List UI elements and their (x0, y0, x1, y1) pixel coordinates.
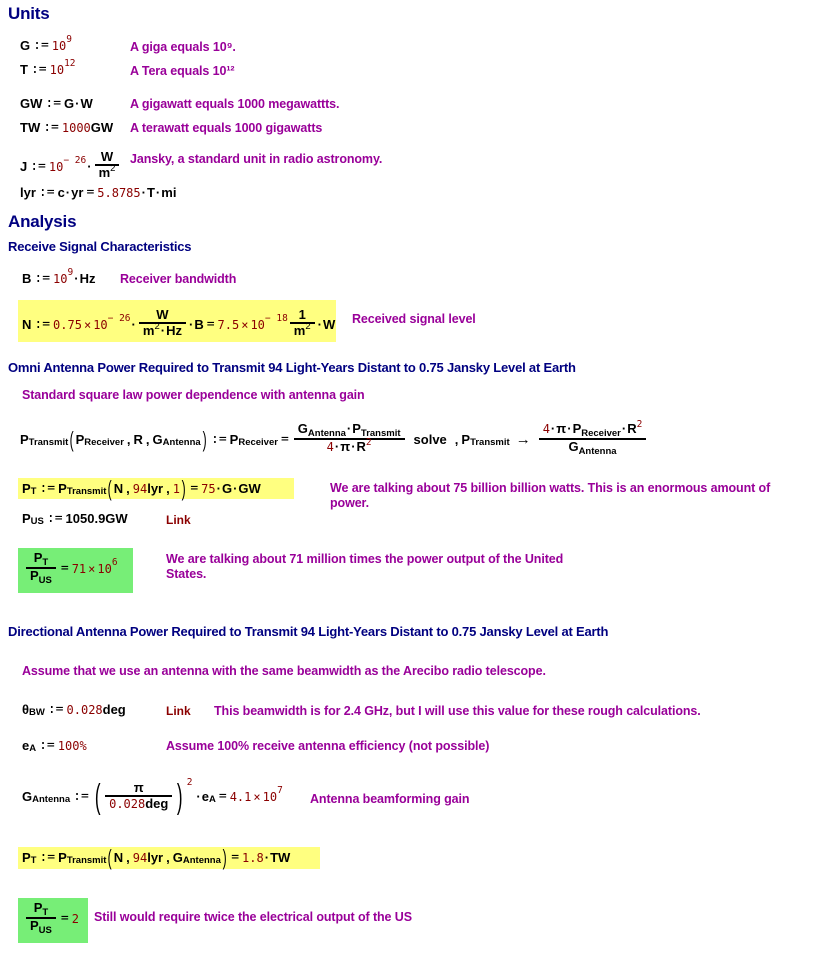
assign-operator: := (30, 62, 47, 77)
denominator-unit: Hz (166, 322, 182, 338)
fraction-denominator (139, 320, 186, 339)
assign-operator: := (47, 702, 64, 717)
friis-fraction (294, 423, 405, 455)
denominator-p-subscript: US (38, 924, 52, 936)
numerator-r-exponent: 2 (636, 419, 643, 430)
definition-tera[interactable] (20, 58, 76, 77)
pus-var-subscript: US (30, 516, 44, 527)
multiply-dot: · (188, 317, 194, 333)
year-unit: yr (71, 185, 84, 200)
denominator-r: R (356, 438, 366, 454)
noise-var: N (22, 317, 32, 333)
pt-var: P (22, 481, 31, 497)
definition-giga[interactable] (20, 34, 72, 53)
equals-operator: = (190, 481, 199, 497)
giga-exponent: 9 (66, 34, 72, 45)
note-pt-omni: We are talking about 75 billion billion watts. This is an enormous amount of power. (330, 481, 771, 510)
assign-operator: := (34, 271, 51, 286)
multiply-dot: · (317, 317, 322, 333)
equals-operator: = (86, 185, 95, 200)
denominator-exponent: 2 (110, 162, 116, 174)
arg-p-receiver-subscript: Receiver (84, 437, 124, 449)
bandwidth-base: 10 (53, 271, 68, 286)
numerator-p-subscript: Transmit (360, 428, 401, 439)
giga-base: 10 (51, 38, 67, 53)
definition-efficiency[interactable] (22, 738, 87, 753)
fraction-numerator: W (100, 149, 114, 164)
noise-result-unit: W (323, 317, 336, 333)
solved-result-fraction (539, 419, 647, 457)
multiply-dot: · (621, 421, 627, 436)
note-ratio-omni: We are talking about 71 million times the power output of the United States. (166, 552, 564, 581)
pus-value: 1050.9GW (65, 511, 128, 526)
speed-of-light: c (57, 185, 65, 200)
times-symbol: × (83, 317, 92, 332)
fraction-denominator (323, 436, 376, 455)
times-symbol: × (88, 561, 96, 576)
open-paren: ( (94, 777, 101, 816)
numerator-four: 4 (542, 422, 550, 436)
multiply-dot: · (65, 185, 71, 200)
noise-result-exponent: − 18 (264, 313, 288, 325)
denominator-unit: deg (145, 795, 169, 811)
power-ratio-fraction (26, 552, 56, 584)
fraction-denominator (26, 919, 56, 934)
subsection-heading-omni: Omni Antenna Power Required to Transmit 94 Light-Years Distant to 0.75 Jansky Level at Earth (8, 360, 576, 375)
pt-result-unit: TW (270, 850, 291, 866)
assign-operator: := (34, 317, 51, 333)
arg-g-antenna: G (152, 432, 163, 448)
denominator-p: P (30, 567, 39, 583)
note-received-signal-level: Received signal level (352, 312, 476, 326)
beamwidth-ratio-fraction (105, 782, 172, 810)
comma: , (145, 432, 150, 448)
definition-p-transmit[interactable] (20, 419, 648, 457)
jansky-exponent: − 26 (63, 155, 87, 167)
note-assume-arecibo: Assume that we use an antenna with the same beamwidth as the Arecibo radio telescope. (22, 664, 546, 678)
assign-operator: := (33, 38, 49, 53)
assign-operator: := (46, 511, 63, 526)
denominator-r-exponent: 2 (365, 436, 372, 448)
calculation-ratio-directional[interactable] (24, 900, 79, 936)
numerator-r: R (627, 421, 637, 436)
close-paren: ) (177, 777, 183, 816)
equals-operator: = (60, 561, 69, 577)
arg-gain-subscript: Antenna (182, 855, 221, 867)
definition-jansky[interactable] (20, 149, 121, 182)
efficiency-ref-subscript: A (209, 794, 216, 806)
numerator-p: P (352, 421, 361, 436)
ratio-result: 71 (71, 561, 87, 576)
calculation-pt-omni[interactable] (22, 476, 261, 501)
fn-name: P (20, 432, 29, 448)
comma: , (166, 850, 170, 866)
subsection-heading-receive-signal: Receive Signal Characteristics (8, 239, 192, 254)
gain-result: 4.1 (229, 789, 252, 804)
note-efficiency: Assume 100% receive antenna efficiency (not possible) (166, 739, 490, 753)
arg-noise: N (113, 850, 124, 866)
multiply-dot: · (216, 481, 221, 497)
efficiency-ref: e (201, 789, 209, 805)
gain-exponent: 7 (277, 785, 283, 797)
tera-base: 10 (49, 62, 65, 77)
multiply-dot: · (131, 317, 136, 333)
open-paren: ( (108, 476, 113, 501)
paren-exponent: 2 (186, 777, 193, 789)
fn-name-subscript: Transmit (66, 486, 107, 498)
bandwidth-unit: Hz (79, 271, 96, 286)
open-paren: ( (108, 845, 113, 870)
calculation-ratio-omni[interactable] (24, 550, 118, 586)
multiply-dot: · (75, 96, 80, 111)
fraction-denominator (290, 320, 315, 339)
pt-var: P (22, 850, 31, 866)
bandwidth-var: B (22, 271, 32, 286)
mile-unit: mi (161, 185, 177, 200)
fraction-numerator (294, 423, 405, 438)
numerator-p: P (572, 421, 582, 436)
pt-result-unit: GW (238, 481, 261, 497)
multiply-dot: · (141, 185, 146, 200)
subsection-heading-directional: Directional Antenna Power Required to Transmit 94 Light-Years Distant to 0.75 Jansky Level at Earth (8, 624, 609, 639)
gigawatt-var: GW (20, 96, 43, 111)
fraction-numerator (30, 902, 52, 917)
section-heading-analysis: Analysis (8, 212, 77, 231)
fraction-numerator (30, 552, 52, 567)
comma: , (166, 481, 170, 497)
numerator-p-subscript: T (42, 907, 49, 918)
terawatt-var: TW (20, 120, 41, 135)
note-jansky: Jansky, a standard unit in radio astronomy. (130, 152, 383, 166)
bandwidth-exponent: 9 (67, 267, 74, 278)
arg-g-antenna-subscript: Antenna (162, 437, 201, 449)
pt-result-value: 75 (201, 481, 216, 496)
multiply-dot: · (233, 481, 238, 497)
multiply-dot: · (264, 850, 270, 866)
note-bandwidth: Receiver bandwidth (120, 272, 237, 286)
denominator-four: 4 (326, 439, 334, 454)
ratio-base: 10 (97, 561, 112, 576)
close-paren: ) (222, 845, 227, 870)
tera-unit: T (146, 185, 155, 200)
arg-p-receiver: P (75, 432, 85, 448)
assign-operator: := (39, 850, 56, 866)
multiply-dot: · (87, 159, 92, 175)
times-symbol: × (253, 789, 261, 804)
note-antenna-gain: Antenna beamforming gain (310, 792, 470, 806)
multiply-dot: · (196, 789, 201, 805)
note-giga: A giga equals 10⁹. (130, 40, 236, 54)
arg-distance-unit: lyr (147, 850, 164, 866)
definition-beamwidth[interactable] (22, 702, 126, 717)
noise-coefficient: 0.75 (53, 317, 82, 332)
fn-name-subscript: Transmit (66, 855, 107, 867)
comma: , (126, 850, 130, 866)
note-tera: A Tera equals 10¹² (130, 64, 235, 78)
note-square-law: Standard square law power dependence with antenna gain (22, 388, 365, 402)
assign-operator: := (38, 185, 55, 200)
efficiency-var-subscript: A (29, 743, 37, 754)
multiply-dot: · (155, 185, 161, 200)
comma: , (126, 481, 130, 497)
comma: , (126, 432, 131, 448)
lightyear-var: lyr (20, 185, 36, 200)
ratio-exponent: 6 (111, 557, 118, 569)
note-beamwidth: This beamwidth is for 2.4 GHz, but I will use this value for these rough calculations. (214, 704, 701, 718)
gigawatt-rhs-w: W (80, 96, 93, 111)
efficiency-value: 100 (57, 738, 80, 753)
section-heading-units: Units (8, 4, 50, 23)
denominator-value: 0.028 (109, 796, 146, 811)
pi-symbol: π (340, 438, 351, 454)
assign-operator: := (30, 159, 46, 175)
lhs-p-receiver-subscript: Receiver (238, 437, 278, 449)
arg-distance-unit: lyr (147, 481, 164, 497)
terawatt-coefficient: 1000 (61, 120, 91, 135)
multiply-dot: · (74, 271, 79, 286)
arg-r: R (133, 432, 143, 448)
solve-variable: P (461, 432, 471, 448)
calculation-antenna-gain[interactable] (22, 777, 283, 816)
numerator-g-subscript: Antenna (307, 428, 346, 439)
beamwidth-var-subscript: BW (29, 707, 45, 718)
efficiency-var: e (22, 738, 30, 753)
jansky-var: J (20, 159, 28, 175)
arg-distance-value: 94 (132, 481, 148, 496)
pt-var-subscript: T (30, 855, 37, 867)
numerator-p-subscript: Receiver (581, 428, 621, 439)
assign-operator: := (45, 96, 62, 111)
fraction-numerator (539, 419, 647, 439)
denominator-g: G (568, 438, 579, 454)
multiply-dot: · (346, 421, 352, 436)
pi-symbol: π (556, 421, 567, 436)
equals-operator: = (231, 850, 240, 866)
arrow-icon: → (515, 431, 531, 449)
noise-exponent: − 26 (107, 313, 131, 325)
definition-terawatt[interactable] (20, 120, 113, 135)
times-symbol: × (241, 317, 249, 332)
numerator-p: P (33, 900, 43, 915)
fraction-denominator (564, 440, 620, 455)
arg-gain: G (172, 850, 183, 866)
tera-var: T (20, 62, 28, 77)
power-ratio-fraction (26, 902, 56, 934)
multiply-dot: · (567, 421, 572, 436)
assign-operator: := (39, 738, 55, 753)
terawatt-unit: GW (90, 120, 114, 135)
definition-bandwidth[interactable] (22, 267, 96, 286)
definition-lightyear[interactable] (20, 185, 176, 200)
denominator-base: m (98, 164, 111, 180)
noise-base: 10 (93, 317, 108, 332)
noise-result-coefficient: 7.5 (217, 317, 240, 332)
calculation-noise[interactable] (22, 307, 336, 340)
arg-gain: 1 (172, 481, 180, 496)
denominator-base: m (293, 322, 306, 338)
assign-operator: := (73, 789, 89, 805)
assign-operator: := (211, 432, 227, 448)
equals-operator: = (206, 317, 215, 333)
lhs-p-receiver: P (229, 432, 239, 448)
multiply-dot: · (550, 421, 556, 436)
gigawatt-rhs-g: G (64, 96, 75, 111)
close-paren: ) (202, 427, 207, 452)
arg-distance-value: 94 (132, 850, 148, 865)
multiply-dot: · (351, 438, 356, 454)
fn-name: P (58, 850, 67, 866)
open-paren: ( (69, 427, 74, 452)
bandwidth-ref: B (194, 317, 204, 333)
jansky-base: 10 (48, 159, 64, 174)
fraction-denominator (105, 797, 172, 810)
gain-base: 10 (262, 789, 278, 804)
denominator-p: P (30, 917, 39, 933)
pt-result-prefix: G (221, 481, 233, 497)
link-beamwidth[interactable]: Link (166, 704, 191, 718)
multiply-dot: · (160, 322, 166, 338)
pt-var-subscript: T (30, 486, 37, 498)
equals-operator: = (60, 911, 69, 927)
pus-var: P (22, 511, 31, 526)
gain-var-subscript: Antenna (32, 794, 71, 806)
fn-name-subscript: Transmit (28, 437, 69, 449)
fn-name: P (58, 481, 67, 497)
calculation-pt-directional[interactable] (22, 845, 291, 870)
beamwidth-value: 0.028 (66, 702, 103, 717)
solve-variable-subscript: Transmit (470, 437, 510, 449)
note-terawatt: A terawatt equals 1000 gigawatts (130, 121, 323, 135)
note-gigawatt: A gigawatt equals 1000 megawattts. (130, 97, 340, 111)
note-ratio-directional: Still would require twice the electrical output of the US (94, 910, 412, 924)
denominator-g-subscript: Antenna (578, 445, 617, 457)
arg-noise: N (113, 481, 124, 497)
numerator-g: G (297, 421, 308, 436)
solve-keyword: solve (413, 432, 447, 448)
fraction-numerator: π (133, 780, 144, 795)
numerator-p-subscript: T (42, 557, 49, 568)
lightyear-value: 5.8785 (97, 185, 141, 200)
ratio-result: 2 (71, 911, 79, 926)
assign-operator: := (43, 120, 59, 135)
denominator-exponent: 2 (305, 320, 311, 332)
assign-operator: := (39, 481, 56, 497)
equals-operator: = (280, 432, 289, 448)
equals-operator: = (218, 789, 227, 805)
numerator-p: P (33, 550, 43, 565)
jansky-fraction (95, 151, 120, 181)
fraction-numerator: W (156, 307, 169, 322)
definition-pus[interactable] (22, 511, 128, 526)
fraction-denominator (95, 162, 120, 181)
noise-result-fraction (290, 309, 315, 339)
efficiency-unit: % (79, 738, 87, 753)
giga-var: G (20, 38, 31, 53)
fraction-denominator (26, 569, 56, 584)
pt-result-value: 1.8 (242, 850, 264, 865)
denominator-p-subscript: US (38, 574, 52, 586)
definition-gigawatt[interactable] (20, 96, 93, 111)
denominator-exponent: 2 (154, 320, 160, 332)
link-pus[interactable]: Link (166, 513, 191, 527)
beamwidth-var: θ (22, 702, 30, 717)
noise-result-base: 10 (250, 317, 265, 332)
gain-var: G (22, 789, 33, 805)
fraction-numerator: 1 (298, 307, 306, 322)
comma: , (454, 432, 459, 448)
close-paren: ) (181, 476, 186, 501)
multiply-dot: · (334, 438, 340, 454)
tera-exponent: 12 (64, 58, 76, 69)
noise-flux-fraction (139, 309, 186, 339)
beamwidth-unit: deg (102, 702, 126, 717)
denominator-base: m (142, 322, 155, 338)
